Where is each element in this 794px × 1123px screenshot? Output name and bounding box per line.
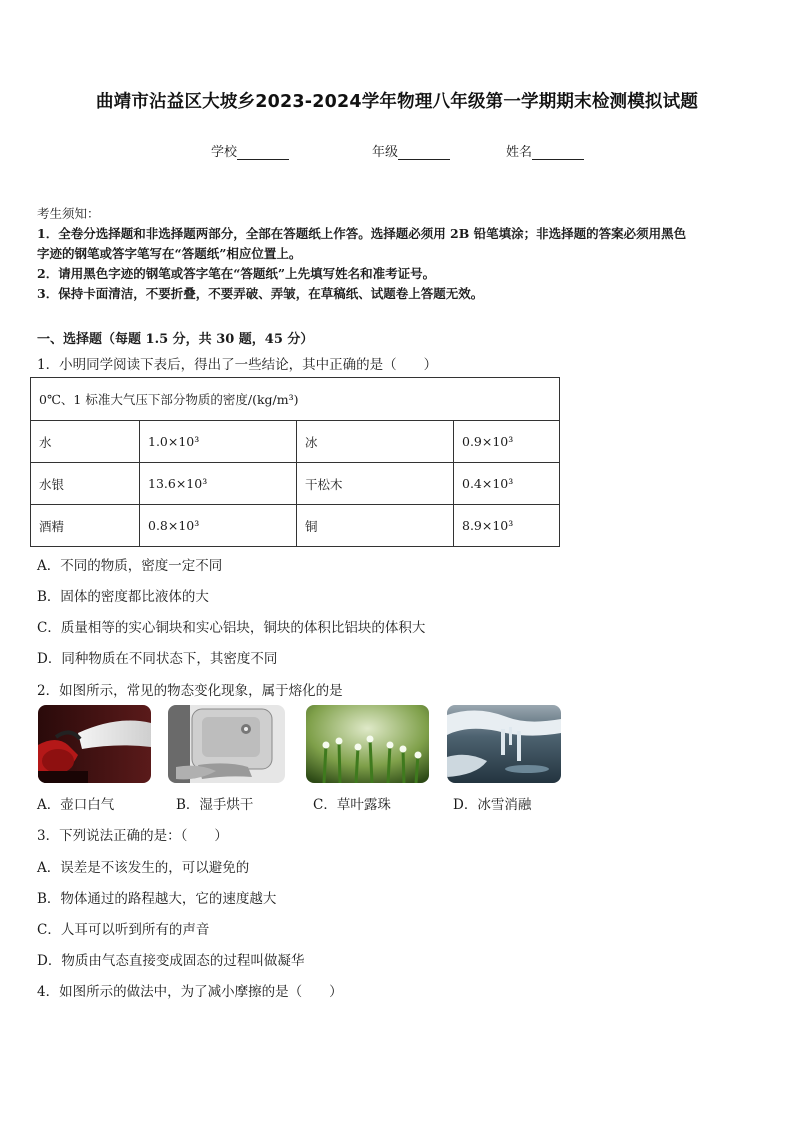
melting-ice-image <box>447 705 561 783</box>
note-line: 3．保持卡面清洁，不要折叠，不要弄破、弄皱，在草稿纸、试题卷上答题无效。 <box>37 286 484 301</box>
note-line: 字迹的钢笔或答字笔写在“答题纸”相应位置上。 <box>37 246 302 261</box>
table-cell: 8.9×10³ <box>454 505 560 547</box>
table-cell: 13.6×10³ <box>140 463 297 505</box>
table-cell: 冰 <box>297 421 454 463</box>
question-3-option-a: A．误差是不该发生的，可以避免的 <box>37 860 250 876</box>
table-row <box>31 505 560 547</box>
table-cell: 0.4×10³ <box>454 463 560 505</box>
question-3-option-c: C．人耳可以听到所有的声音 <box>37 922 210 938</box>
hand-dryer-image <box>168 705 285 783</box>
question-1-option-a: A．不同的物质，密度一定不同 <box>37 558 223 574</box>
density-table <box>30 377 560 547</box>
table-cell: 酒精 <box>31 505 140 547</box>
section-heading: 一、选择题（每题 1.5 分，共 30 题，45 分） <box>37 332 314 347</box>
note-line: 2．请用黑色字迹的钢笔或答字笔在“答题纸”上先填写姓名和准考证号。 <box>37 266 436 281</box>
table-cell: 水银 <box>31 463 140 505</box>
table-row <box>31 463 560 505</box>
caption-a: A．壶口白气 <box>37 797 115 813</box>
question-1-option-b: B．固体的密度都比液体的大 <box>37 589 209 605</box>
table-cell: 0.8×10³ <box>140 505 297 547</box>
question-1-option-d: D．同种物质在不同状态下，其密度不同 <box>37 651 278 667</box>
name-blank <box>532 145 584 160</box>
caption-c: C．草叶露珠 <box>313 797 391 813</box>
table-cell: 水 <box>31 421 140 463</box>
school-label: 学校 <box>211 145 238 160</box>
grass-dew-image <box>306 705 429 783</box>
notes-heading: 考生须知： <box>37 206 100 221</box>
question-3-option-b: B．物体通过的路程越大，它的速度越大 <box>37 891 277 907</box>
table-cell: 1.0×10³ <box>140 421 297 463</box>
exam-notes <box>37 204 762 304</box>
table-cell: 铜 <box>297 505 454 547</box>
question-1-option-c: C．质量相等的实心铜块和实心铝块，铜块的体积比铝块的体积大 <box>37 620 426 636</box>
school-blank <box>237 145 289 160</box>
table-cell: 0.9×10³ <box>454 421 560 463</box>
grade-label: 年级 <box>372 145 399 160</box>
note-line: 1．全卷分选择题和非选择题两部分，全部在答题纸上作答。选择题必须用 2B 铅笔填涂；非选择题的答案必须用黑色 <box>37 226 687 241</box>
table-cell: 干松木 <box>297 463 454 505</box>
question-4-stem: 4．如图所示的做法中，为了减小摩擦的是（ ） <box>37 984 343 1000</box>
caption-b: B．湿手烘干 <box>176 797 254 813</box>
name-field <box>506 141 584 160</box>
question-3-stem: 3．下列说法正确的是：（ ） <box>37 828 228 844</box>
grade-blank <box>398 145 450 160</box>
name-label: 姓名 <box>506 145 533 160</box>
caption-d: D．冰雪消融 <box>453 797 532 813</box>
kettle-steam-image <box>38 705 151 783</box>
school-field <box>211 141 289 160</box>
density-table-header: 0℃、1 标准大气压下部分物质的密度/(kg/m³) <box>31 378 560 421</box>
question-3-option-d: D．物质由气态直接变成固态的过程叫做凝华 <box>37 953 305 969</box>
grade-field <box>372 141 450 160</box>
exam-title: 曲靖市沾益区大坡乡2023-2024学年物理八年级第一学期期末检测模拟试题 <box>95 92 699 112</box>
question-2-stem: 2．如图所示，常见的物态变化现象，属于熔化的是 <box>37 683 343 699</box>
table-row <box>31 421 560 463</box>
question-1-stem: 1．小明同学阅读下表后，得出了一些结论，其中正确的是（ ） <box>37 357 438 373</box>
